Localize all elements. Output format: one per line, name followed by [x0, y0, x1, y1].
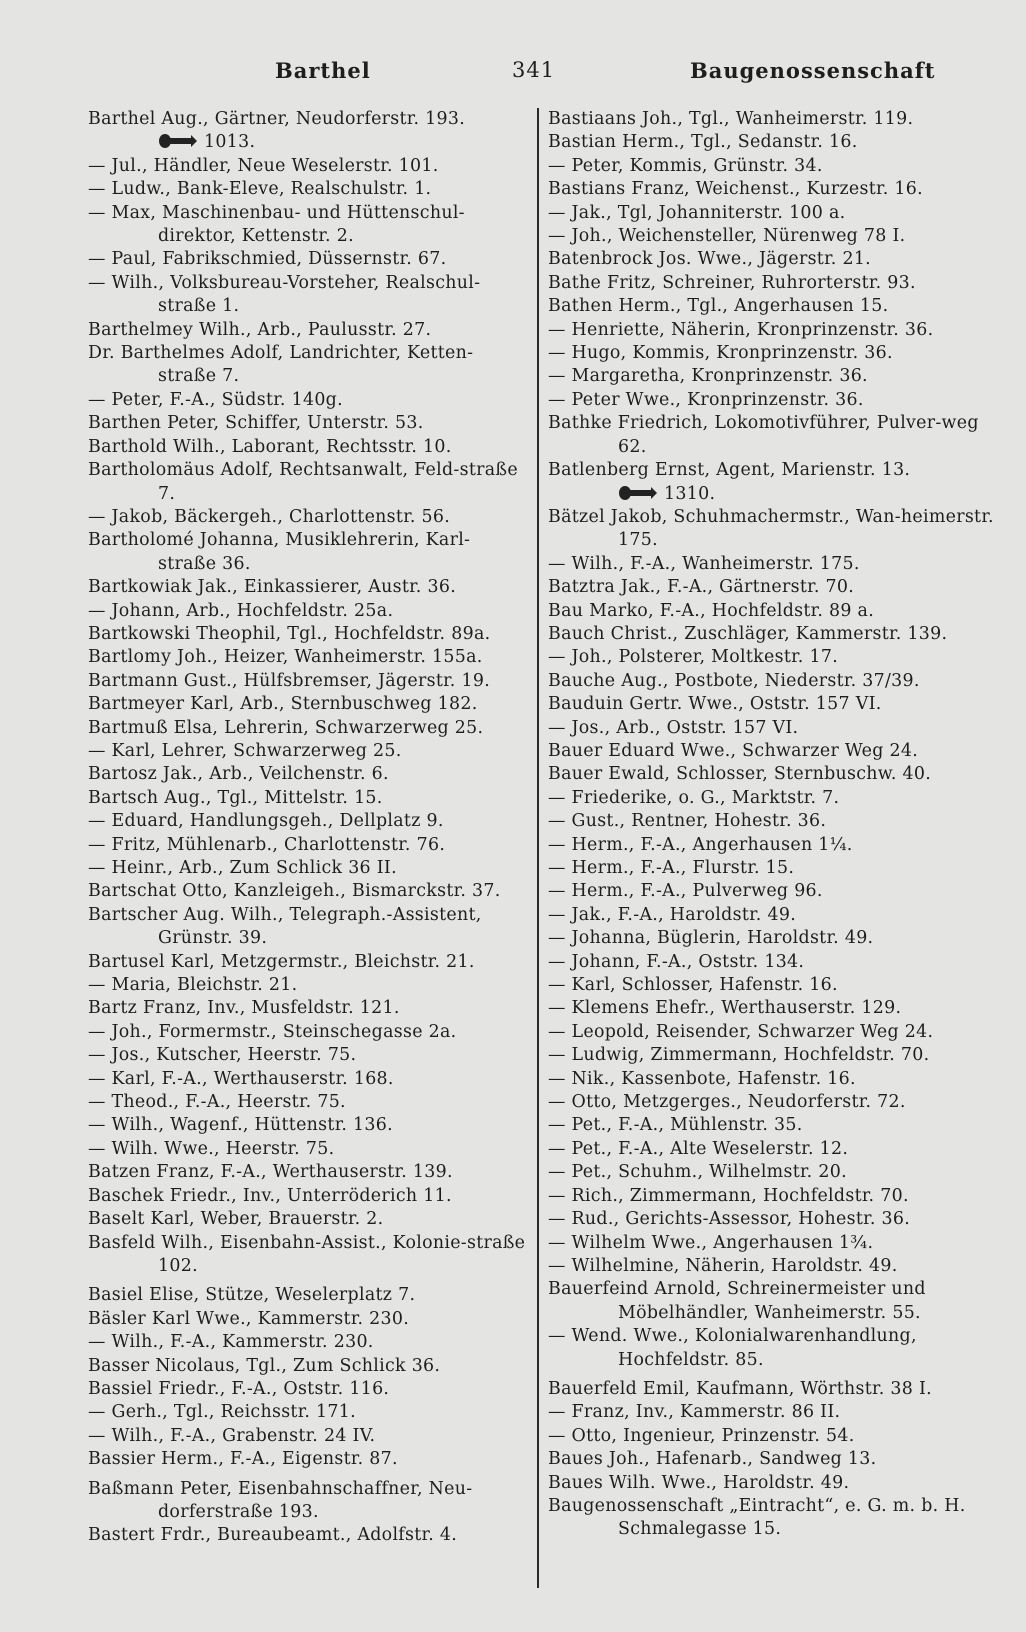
directory-entry [88, 529, 528, 576]
directory-entry [88, 904, 528, 951]
entry-text: — Henriette, Näherin, Kronprinzenstr. 36. [548, 319, 934, 340]
entry-text: Basfeld Wilh., Eisenbahn-Assist., Kolonie-straße 102. [88, 1232, 526, 1276]
directory-entry [88, 787, 528, 810]
directory-entry [88, 108, 528, 131]
directory-entry [88, 600, 528, 623]
entry-text: Dr. Barthelmes Adolf, Landrichter, Ketten-straße 7. [88, 343, 474, 387]
entry-text: — Wilh. Wwe., Heerstr. 75. [88, 1138, 335, 1159]
directory-entry [88, 646, 528, 669]
entry-text: — Jos., Kutscher, Heerstr. 75. [88, 1045, 357, 1066]
directory-entry [88, 1044, 528, 1067]
directory-entry [548, 412, 998, 459]
entry-text: — Otto, Ingenieur, Prinzenstr. 54. [548, 1425, 855, 1446]
entry-text: Bau Marko, F.-A., Hochfeldstr. 89 a. [548, 600, 875, 621]
directory-entry [548, 834, 998, 857]
entry-text: — Wilhelmine, Näherin, Haroldstr. 49. [548, 1255, 898, 1276]
entry-text: Baßmann Peter, Eisenbahnschaffner, Neu-dorferstraße 193. [88, 1478, 473, 1522]
entry-text: Bauch Christ., Zuschläger, Kammerstr. 139. [548, 623, 948, 644]
directory-entry [548, 202, 998, 225]
directory-entry [548, 623, 998, 646]
directory-entry [548, 927, 998, 950]
entry-text: — Joh., Formermstr., Steinschegasse 2a. [88, 1021, 457, 1042]
entry-text: — Herm., F.-A., Angerhausen 1¼. [548, 834, 853, 855]
directory-entry [88, 623, 528, 646]
entry-text: Bastian Herm., Tgl., Sedanstr. 16. [548, 132, 858, 153]
directory-entry [548, 740, 998, 763]
directory-entry [88, 857, 528, 880]
directory-entry [548, 670, 998, 693]
directory-entry [548, 763, 998, 786]
entry-text: — Heinr., Arb., Zum Schlick 36 II. [88, 858, 397, 878]
directory-entry [88, 1425, 528, 1448]
directory-entry [548, 1448, 998, 1471]
directory-entry [548, 810, 998, 833]
entry-text: — Theod., F.-A., Heerstr. 75. [88, 1092, 346, 1113]
directory-entry [88, 1138, 528, 1161]
entry-text: Baues Wilh. Wwe., Haroldstr. 49. [548, 1472, 850, 1493]
entry-text: Baschek Friedr., Inv., Unterröderich 11. [88, 1185, 452, 1206]
directory-entry [548, 155, 998, 178]
directory-entry [88, 997, 528, 1020]
directory-entry [548, 951, 998, 974]
telephone-icon [158, 132, 198, 150]
entry-text: — Franz, Inv., Kammerstr. 86 II. [548, 1402, 841, 1423]
directory-entry [548, 1472, 998, 1495]
directory-entry [548, 225, 998, 248]
entry-text: — Klemens Ehefr., Werthauserstr. 129. [548, 998, 902, 1019]
directory-entry [88, 1161, 528, 1184]
directory-entry [548, 1232, 998, 1255]
directory-entry [548, 693, 998, 716]
entry-text: — Joh., Polsterer, Moltkestr. 17. [548, 647, 839, 668]
directory-entry [548, 248, 998, 271]
directory-entry [88, 1331, 528, 1354]
entry-text: Bätzel Jakob, Schuhmachermstr., Wan-heimerstr. 175. [548, 506, 994, 551]
directory-entry [548, 857, 998, 880]
page-number: 341 [512, 58, 556, 82]
entry-text: Bauduin Gertr. Wwe., Oststr. 157 VI. [548, 694, 882, 715]
entry-text: — Ludw., Bank-Eleve, Realschulstr. 1. [88, 179, 432, 200]
entry-text: Bastians Franz, Weichenst., Kurzestr. 16. [548, 179, 923, 200]
directory-entry [88, 1401, 528, 1424]
entry-text: Bartschat Otto, Kanzleigeh., Bismarckstr. 37. [88, 881, 501, 902]
directory-entry [548, 1278, 998, 1325]
entry-text: Bauer Eduard Wwe., Schwarzer Weg 24. [548, 740, 919, 761]
entry-text: Bathke Friedrich, Lokomotivführer, Pulver-weg 62. [548, 413, 979, 457]
directory-entry [88, 576, 528, 599]
directory-entry [88, 436, 528, 459]
entry-text: Batztra Jak., F.-A., Gärtnerstr. 70. [548, 577, 855, 598]
entry-text: — Gerh., Tgl., Reichsstr. 171. [88, 1402, 356, 1423]
directory-entry [88, 459, 528, 506]
entry-text: Bauer Ewald, Schlosser, Sternbuschw. 40. [548, 764, 932, 785]
header-left-keyword: Barthel [275, 58, 371, 83]
entry-text: — Jakob, Bäckergeh., Charlottenstr. 56. [88, 506, 451, 527]
directory-entry [88, 693, 528, 716]
entry-text: — Wend. Wwe., Kolonialwarenhandlung, Hochfeldstr. 85. [548, 1326, 917, 1370]
entry-text: — Herm., F.-A., Flurstr. 15. [548, 858, 795, 878]
entry-text: Bartmann Gust., Hülfsbremser, Jägerstr. 19. [88, 670, 491, 691]
entry-text: — Pet., F.-A., Alte Weselerstr. 12. [548, 1138, 849, 1159]
entry-text: — Fritz, Mühlenarb., Charlottenstr. 76. [88, 834, 446, 855]
entry-text: — Ludwig, Zimmermann, Hochfeldstr. 70. [548, 1045, 930, 1066]
directory-entry [548, 1044, 998, 1067]
directory-entry [548, 646, 998, 669]
directory-entry [88, 178, 528, 201]
entry-text: — Rich., Zimmermann, Hochfeldstr. 70. [548, 1185, 909, 1206]
entry-text: Batenbrock Jos. Wwe., Jägerstr. 21. [548, 249, 872, 270]
entry-text: Bartusel Karl, Metzgermstr., Bleichstr. 21. [88, 951, 475, 972]
directory-entry [548, 1068, 998, 1091]
entry-text: — Peter Wwe., Kronprinzenstr. 36. [548, 389, 864, 410]
entry-text: — Joh., Weichensteller, Nürenweg 78 I. [548, 226, 906, 247]
entry-text: Bartlomy Joh., Heizer, Wanheimerstr. 155a. [88, 647, 483, 668]
directory-entry [88, 1232, 528, 1279]
directory-entry [88, 1091, 528, 1114]
entry-text: Bartkowiak Jak., Einkassierer, Austr. 36. [88, 577, 457, 598]
directory-entry [548, 342, 998, 365]
entry-text: Bartsch Aug., Tgl., Mittelstr. 15. [88, 787, 383, 808]
directory-entry [548, 1208, 998, 1231]
directory-entry [548, 974, 998, 997]
entry-text: — Wilh., Wagenf., Hüttenstr. 136. [88, 1115, 393, 1136]
entry-text: — Leopold, Reisender, Schwarzer Weg 24. [548, 1021, 934, 1042]
directory-entry [548, 1401, 998, 1424]
entry-text: Batlenberg Ernst, Agent, Marienstr. 13. [548, 460, 911, 481]
entry-text: — Johann, F.-A., Oststr. 134. [548, 951, 805, 972]
directory-entry [88, 506, 528, 529]
entry-text: Bartmeyer Karl, Arb., Sternbuschweg 182. [88, 694, 478, 715]
left-column [88, 108, 528, 1548]
entry-text: Bauerfeind Arnold, Schreinermeister und Möbelhändler, Wanheimerstr. 55. [548, 1279, 926, 1323]
directory-entry [88, 1021, 528, 1044]
entry-text: — Rud., Gerichts-Assessor, Hohestr. 36. [548, 1209, 911, 1230]
entry-text: 1310. [664, 483, 716, 504]
directory-entry [88, 1308, 528, 1331]
directory-entry [548, 1378, 998, 1401]
entry-text: Barthelmey Wilh., Arb., Paulusstr. 27. [88, 319, 432, 340]
entry-text: Bäsler Karl Wwe., Kammerstr. 230. [88, 1308, 410, 1329]
directory-entry [548, 1495, 998, 1542]
directory-entry [548, 600, 998, 623]
entry-text: — Jul., Händler, Neue Weselerstr. 101. [88, 155, 439, 176]
entry-text: Baselt Karl, Weber, Brauerstr. 2. [88, 1209, 384, 1230]
directory-entry [88, 670, 528, 693]
entry-text: — Paul, Fabrikschmied, Düssernstr. 67. [88, 249, 447, 270]
entry-text: — Peter, F.-A., Südstr. 140g. [88, 389, 343, 410]
entry-text: Barthold Wilh., Laborant, Rechtsstr. 10. [88, 436, 452, 457]
directory-entry [88, 342, 528, 389]
directory-entry [548, 459, 998, 482]
directory-entry [548, 365, 998, 388]
entry-text: — Friederike, o. G., Marktstr. 7. [548, 787, 840, 808]
directory-entry [88, 1068, 528, 1091]
directory-entry [548, 1138, 998, 1161]
entry-text: — Hugo, Kommis, Kronprinzenstr. 36. [548, 343, 893, 364]
entry-text: — Wilh., F.-A., Wanheimerstr. 175. [548, 553, 860, 574]
entry-text: — Karl, Lehrer, Schwarzerweg 25. [88, 740, 402, 761]
entry-text: Bastiaans Joh., Tgl., Wanheimerstr. 119. [548, 109, 914, 129]
entry-text: — Max, Maschinenbau- und Hüttenschul-direktor, Kettenstr. 2. [88, 202, 465, 247]
directory-entry [548, 553, 998, 576]
directory-entry [88, 1284, 528, 1307]
directory-entry [548, 1021, 998, 1044]
entry-text: 1013. [204, 132, 256, 153]
entry-text: Bathe Fritz, Schreiner, Ruhrorterstr. 93. [548, 272, 916, 293]
entry-text: Barthen Peter, Schiffer, Unterstr. 53. [88, 413, 424, 434]
entry-text: — Johanna, Büglerin, Haroldstr. 49. [548, 928, 874, 949]
entry-text: — Wilh., F.-A., Kammerstr. 230. [88, 1332, 374, 1353]
directory-entry [548, 1161, 998, 1184]
directory-entry [548, 319, 998, 342]
entry-text: Bartholomé Johanna, Musiklehrerin, Karl-straße 36. [88, 530, 471, 574]
directory-entry [548, 717, 998, 740]
right-column [548, 108, 998, 1542]
directory-entry [548, 506, 998, 553]
entry-text: — Otto, Metzgerges., Neudorferstr. 72. [548, 1092, 906, 1113]
entry-text: Basiel Elise, Stütze, Weselerplatz 7. [88, 1285, 416, 1306]
entry-text: — Jak., F.-A., Haroldstr. 49. [548, 904, 797, 925]
directory-entry [88, 717, 528, 740]
directory-entry [88, 974, 528, 997]
entry-text: Bartz Franz, Inv., Musfeldstr. 121. [88, 998, 400, 1019]
directory-entry [548, 1185, 998, 1208]
directory-entry [88, 880, 528, 903]
directory-entry [88, 810, 528, 833]
directory-entry [88, 740, 528, 763]
directory-entry [548, 1425, 998, 1448]
directory-entry [88, 1524, 528, 1547]
entry-text: — Herm., F.-A., Pulverweg 96. [548, 881, 823, 902]
directory-entry [548, 389, 998, 412]
entry-text: — Johann, Arb., Hochfeldstr. 25a. [88, 600, 394, 621]
entry-text: Bartmuß Elsa, Lehrerin, Schwarzerweg 25. [88, 717, 484, 738]
column-divider [537, 108, 539, 1588]
directory-entry [88, 1378, 528, 1401]
directory-entry [548, 904, 998, 927]
directory-entry [88, 202, 528, 249]
directory-entry [548, 295, 998, 318]
entry-text: Baugenossenschaft „Eintracht“, e. G. m. b. H. Schmalegasse 15. [548, 1495, 966, 1540]
entry-text: — Eduard, Handlungsgeh., Dellplatz 9. [88, 811, 444, 832]
entry-text: — Maria, Bleichstr. 21. [88, 975, 298, 996]
entry-text: — Peter, Kommis, Grünstr. 34. [548, 155, 823, 176]
entry-text: — Wilh., Volksbureau-Vorsteher, Realschul-straße 1. [88, 272, 481, 317]
entry-text: — Jos., Arb., Oststr. 157 VI. [548, 717, 799, 738]
directory-entry [88, 1355, 528, 1378]
directory-entry [548, 108, 998, 131]
entry-text: Batzen Franz, F.-A., Werthauserstr. 139. [88, 1162, 453, 1183]
directory-entry [88, 763, 528, 786]
directory-entry [88, 1114, 528, 1137]
directory-entry [88, 155, 528, 178]
directory-entry [548, 787, 998, 810]
entry-text: — Karl, Schlosser, Hafenstr. 16. [548, 975, 838, 996]
directory-entry [88, 1478, 528, 1525]
directory-entry [548, 576, 998, 599]
directory-entry [88, 1208, 528, 1231]
entry-text: Bartosz Jak., Arb., Veilchenstr. 6. [88, 764, 389, 785]
entry-text: — Karl, F.-A., Werthauserstr. 168. [88, 1068, 394, 1089]
entry-text: — Pet., F.-A., Mühlenstr. 35. [548, 1115, 803, 1136]
entry-text: Bartscher Aug. Wilh., Telegraph.-Assistent, Grünstr. 39. [88, 904, 482, 949]
header-right-keyword: Baugenossenschaft [690, 58, 936, 83]
entry-text: Bastert Frdr., Bureaubeamt., Adolfstr. 4. [88, 1525, 458, 1546]
telephone-icon [618, 484, 658, 502]
entry-text: Bauerfeld Emil, Kaufmann, Wörthstr. 38 I. [548, 1378, 932, 1399]
entry-text: Baues Joh., Hafenarb., Sandweg 13. [548, 1449, 877, 1470]
directory-entry [548, 1325, 998, 1372]
entry-text: — Wilhelm Wwe., Angerhausen 1¾. [548, 1232, 874, 1253]
entry-text: — Pet., Schuhm., Wilhelmstr. 20. [548, 1162, 847, 1183]
directory-entry [548, 1255, 998, 1278]
directory-entry [548, 1114, 998, 1137]
directory-entry [548, 272, 998, 295]
directory-entry [88, 389, 528, 412]
entry-text: — Wilh., F.-A., Grabenstr. 24 IV. [88, 1425, 376, 1446]
directory-entry [548, 483, 998, 506]
directory-entry [88, 951, 528, 974]
directory-entry [88, 834, 528, 857]
directory-entry [88, 131, 528, 154]
entry-text: — Jak., Tgl, Johanniterstr. 100 a. [548, 202, 846, 223]
directory-entry [548, 997, 998, 1020]
entry-text: Bartkowski Theophil, Tgl., Hochfeldstr. 89a. [88, 623, 491, 644]
entry-text: Bathen Herm., Tgl., Angerhausen 15. [548, 296, 889, 317]
entry-text: Bauche Aug., Postbote, Niederstr. 37/39. [548, 670, 920, 691]
directory-entry [548, 131, 998, 154]
entry-text: Bassiel Friedr., F.-A., Oststr. 116. [88, 1378, 390, 1399]
directory-entry [548, 1091, 998, 1114]
directory-entry [88, 319, 528, 342]
directory-entry [88, 1185, 528, 1208]
entry-text: Barthel Aug., Gärtner, Neudorferstr. 193. [88, 109, 466, 129]
entry-text: Bartholomäus Adolf, Rechtsanwalt, Feld-straße 7. [88, 460, 518, 504]
entry-text: — Margaretha, Kronprinzenstr. 36. [548, 366, 868, 387]
entry-text: Basser Nicolaus, Tgl., Zum Schlick 36. [88, 1355, 441, 1376]
directory-entry [88, 272, 528, 319]
entry-text: Bassier Herm., F.-A., Eigenstr. 87. [88, 1449, 398, 1470]
entry-text: — Nik., Kassenbote, Hafenstr. 16. [548, 1068, 856, 1089]
directory-entry [548, 178, 998, 201]
entry-text: — Gust., Rentner, Hohestr. 36. [548, 811, 827, 832]
directory-entry [88, 248, 528, 271]
directory-entry [88, 1448, 528, 1471]
directory-entry [548, 880, 998, 903]
page-header [0, 52, 1026, 92]
directory-entry [88, 412, 528, 435]
